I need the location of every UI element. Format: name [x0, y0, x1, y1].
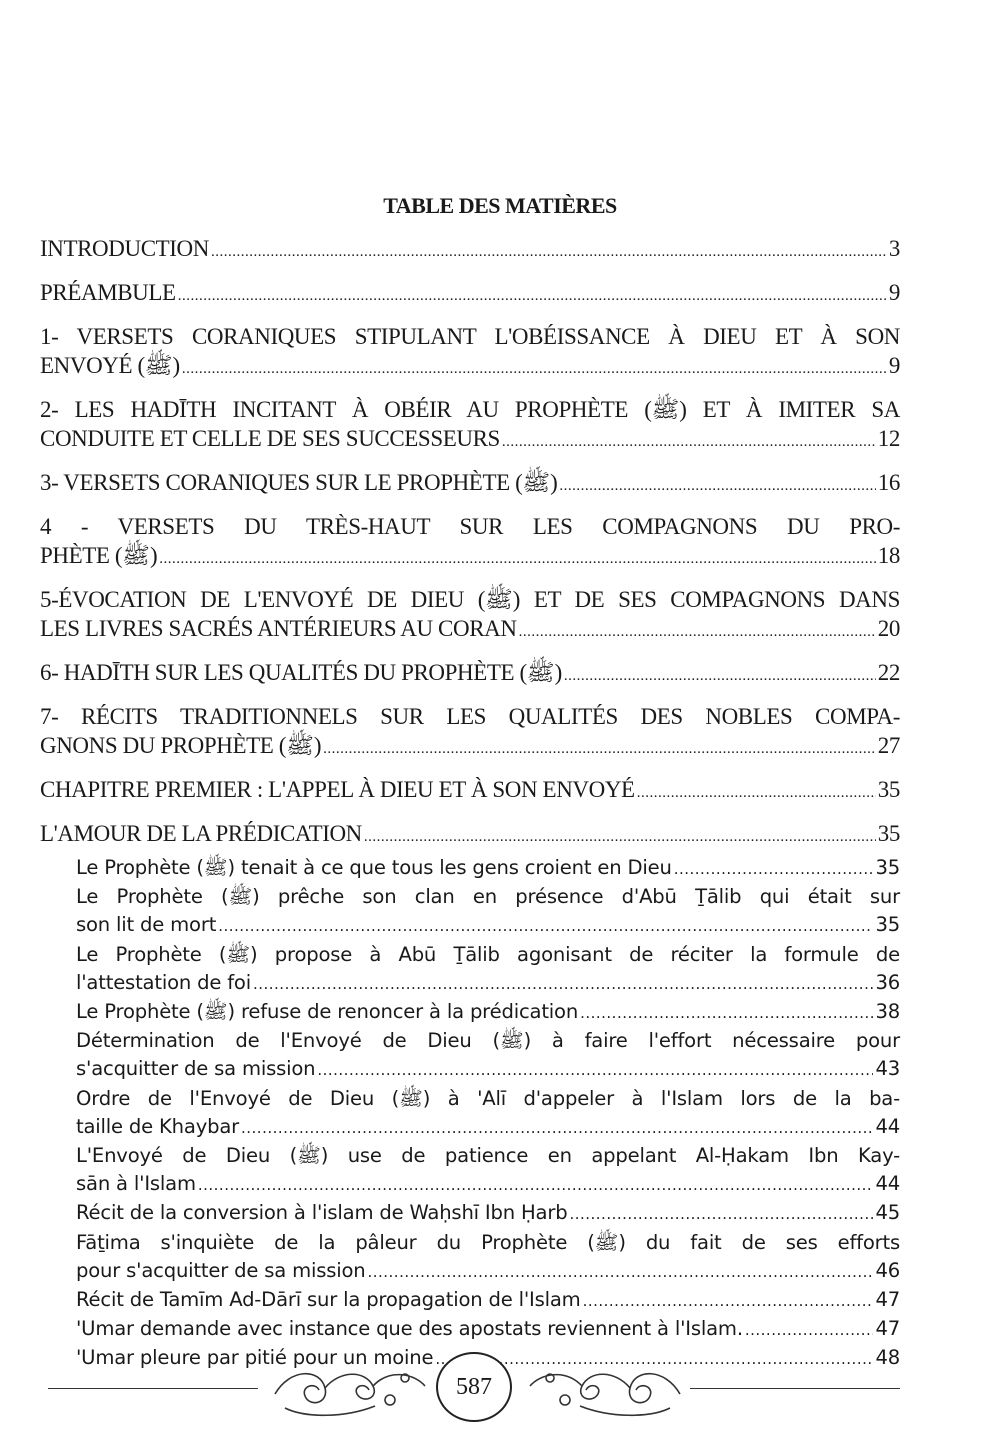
toc-entry-text: CONDUITE ET CELLE DE SES SUCCESSEURS: [40, 426, 500, 451]
page-title: TABLE DES MATIÈRES: [383, 193, 617, 218]
dot-leader: [519, 614, 876, 647]
toc-entry-text: Le Prophète (ﷺ) tenait à ce que tous les gens croient en Dieu: [76, 856, 672, 879]
toc-entry-text: 6- HADĪTH SUR LES QUALITÉS DU PROPHÈTE (ﷺ): [40, 660, 562, 685]
toc-page-number: 35: [875, 913, 900, 937]
dot-leader: [253, 969, 873, 998]
toc-page-number: 35: [877, 821, 900, 846]
toc-entry-text: son lit de mort: [76, 913, 217, 937]
toc-entry-text: taille de Khaybar: [76, 1114, 239, 1138]
toc-entry-text: 4 - VERSETS DU TRÈS-HAUT SUR LES COMPAGNONS DU PRO-: [40, 514, 900, 539]
toc-page-number: 20: [877, 616, 900, 641]
toc-entry-text: L'AMOUR DE LA PRÉDICATION: [40, 821, 362, 846]
toc-entry-text: ENVOYÉ (ﷺ): [40, 353, 180, 378]
toc-page-number: 46: [875, 1258, 900, 1282]
dot-leader: [364, 819, 876, 852]
toc-entry-text: Récit de la conversion à l'islam de Waḥshī Ibn Ḥarb: [76, 1201, 568, 1225]
toc-sub-entry[interactable]: [76, 1286, 900, 1315]
toc-sub-entry[interactable]: [76, 1229, 900, 1286]
toc-entry-text: 3- VERSETS CORANIQUES SUR LE PROPHÈTE (ﷺ): [40, 470, 558, 495]
toc-entry-text: Ordre de l'Envoyé de Dieu (ﷺ) à 'Alī d'appeler à l'Islam lors de la ba-: [76, 1086, 900, 1110]
toc-section-entry[interactable]: [40, 234, 900, 267]
toc-sub-entry[interactable]: [76, 998, 900, 1027]
toc-section-entry[interactable]: [40, 702, 900, 764]
toc-page-number: 35: [877, 777, 900, 802]
toc-page-number: 38: [875, 1000, 900, 1024]
dot-leader: [559, 468, 875, 501]
toc-page-number: 16: [877, 470, 900, 495]
dot-leader: [367, 1257, 873, 1286]
footer-rule-right: [690, 1388, 900, 1389]
dot-leader: [241, 1113, 873, 1142]
dot-leader: [583, 1286, 874, 1315]
toc-page-number: 3: [888, 236, 900, 261]
toc-section-entry[interactable]: [40, 468, 900, 501]
toc-section-entry[interactable]: [40, 585, 900, 647]
dot-leader: [637, 775, 876, 808]
dot-leader: [182, 351, 887, 384]
toc-section-entry[interactable]: [40, 278, 900, 311]
toc-sub-entry[interactable]: [76, 1085, 900, 1142]
toc-entry-text: Le Prophète (ﷺ) propose à Abū Ṯālib agonisant de réciter la formule de: [76, 942, 900, 966]
toc-section-entry[interactable]: [40, 322, 900, 384]
toc-page-number: 9: [888, 280, 900, 305]
toc-page-number: 47: [875, 1317, 900, 1341]
toc-entry-text: Le Prophète (ﷺ) prêche son clan en présence d'Abū Ṯālib qui était sur: [76, 885, 901, 909]
toc-entry-text: INTRODUCTION: [40, 236, 209, 261]
toc-entry-text: s'acquitter de sa mission: [76, 1057, 316, 1081]
page-footer: [40, 1340, 900, 1420]
toc-section-entry[interactable]: [40, 658, 900, 691]
toc-entry-text: Récit de Tamīm Ad-Dārī sur la propagation de l'Islam: [76, 1288, 581, 1312]
toc-page-number: 12: [877, 426, 900, 451]
dot-leader: [323, 731, 876, 764]
toc-page-number: 48: [875, 1346, 900, 1370]
toc-entry-text: 7- RÉCITS TRADITIONNELS SUR LES QUALITÉS DES NOBLES COMPA-: [40, 704, 900, 729]
toc-page-number: 22: [877, 660, 900, 685]
toc-entry-text: 1- VERSETS CORANIQUES STIPULANT L'OBÉISSANCE À DIEU ET À SON: [40, 324, 900, 349]
toc-entry-text: LES LIVRES SACRÉS ANTÉRIEURS AU CORAN: [40, 616, 517, 641]
dot-leader: [317, 1055, 873, 1084]
toc-entry-text: Détermination de l'Envoyé de Dieu (ﷺ) à faire l'effort nécessaire pour: [76, 1029, 900, 1053]
toc-page-number: 18: [877, 543, 900, 568]
dot-leader: [218, 911, 873, 940]
toc-entry-text: 'Umar demande avec instance que des apostats reviennent à l'Islam.: [76, 1317, 743, 1341]
dot-leader: [178, 278, 887, 311]
dot-leader: [564, 658, 876, 691]
dot-leader: [569, 1199, 873, 1228]
page-number: 587: [436, 1352, 512, 1422]
toc-entry-text: L'Envoyé de Dieu (ﷺ) use de patience en appelant Al-Ḥakam Ibn Kay-: [76, 1144, 900, 1168]
toc-page-number: 27: [877, 733, 900, 758]
toc-page-number: 43: [875, 1057, 900, 1081]
dot-leader: [580, 998, 873, 1027]
toc-page-number: 45: [875, 1201, 900, 1225]
toc-entry-text: sān à l'Islam: [76, 1172, 196, 1196]
toc-entry-text: 'Umar pleure par pitié pour un moine: [76, 1346, 434, 1370]
toc-page-number: 47: [875, 1288, 900, 1312]
toc-entry-text: 5-ÉVOCATION DE L'ENVOYÉ DE DIEU (ﷺ) ET DE SES COMPAGNONS DANS: [40, 587, 900, 612]
toc-sub-entry[interactable]: [76, 941, 900, 998]
dot-leader: [159, 541, 876, 574]
toc-page-number: 9: [888, 353, 900, 378]
toc-section-entry[interactable]: [40, 819, 900, 852]
toc-sub-entry[interactable]: [76, 1142, 900, 1199]
dot-leader: [674, 854, 874, 883]
toc-entry-text: Fāṯima s'inquiète de la pâleur du Prophète (ﷺ) du fait de ses efforts: [76, 1230, 900, 1254]
toc-entry-text: CHAPITRE PREMIER : L'APPEL À DIEU ET À SON ENVOYÉ: [40, 777, 635, 802]
table-of-contents: [40, 234, 900, 1374]
toc-sub-entry[interactable]: [76, 883, 900, 940]
toc-entry-text: pour s'acquitter de sa mission: [76, 1258, 366, 1282]
toc-sub-entry[interactable]: [76, 1027, 900, 1084]
toc-entry-text: 2- LES HADĪTH INCITANT À OBÉIR AU PROPHÈTE (ﷺ) ET À IMITER SA: [40, 397, 900, 422]
dot-leader: [502, 424, 876, 457]
footer-rule-left: [48, 1388, 258, 1389]
toc-page-number: 35: [875, 856, 900, 879]
dot-leader: [198, 1170, 874, 1199]
toc-entry-text: Le Prophète (ﷺ) refuse de renoncer à la prédication: [76, 1000, 579, 1024]
toc-page-number: 44: [875, 1172, 900, 1196]
toc-sub-entry[interactable]: [76, 854, 900, 883]
dot-leader: [211, 234, 887, 267]
toc-section-entry[interactable]: [40, 395, 900, 457]
toc-page-number: 36: [875, 970, 900, 994]
toc-entry-text: l'attestation de foi: [76, 970, 251, 994]
toc-entry-text: PRÉAMBULE: [40, 280, 176, 305]
toc-section-entry[interactable]: [40, 775, 900, 808]
toc-page-number: 44: [875, 1114, 900, 1138]
toc-section-entry[interactable]: [40, 512, 900, 574]
toc-sub-entry[interactable]: [76, 1199, 900, 1228]
toc-entry-text: PHÈTE (ﷺ): [40, 543, 158, 568]
toc-entry-text: GNONS DU PROPHÈTE (ﷺ): [40, 733, 322, 758]
